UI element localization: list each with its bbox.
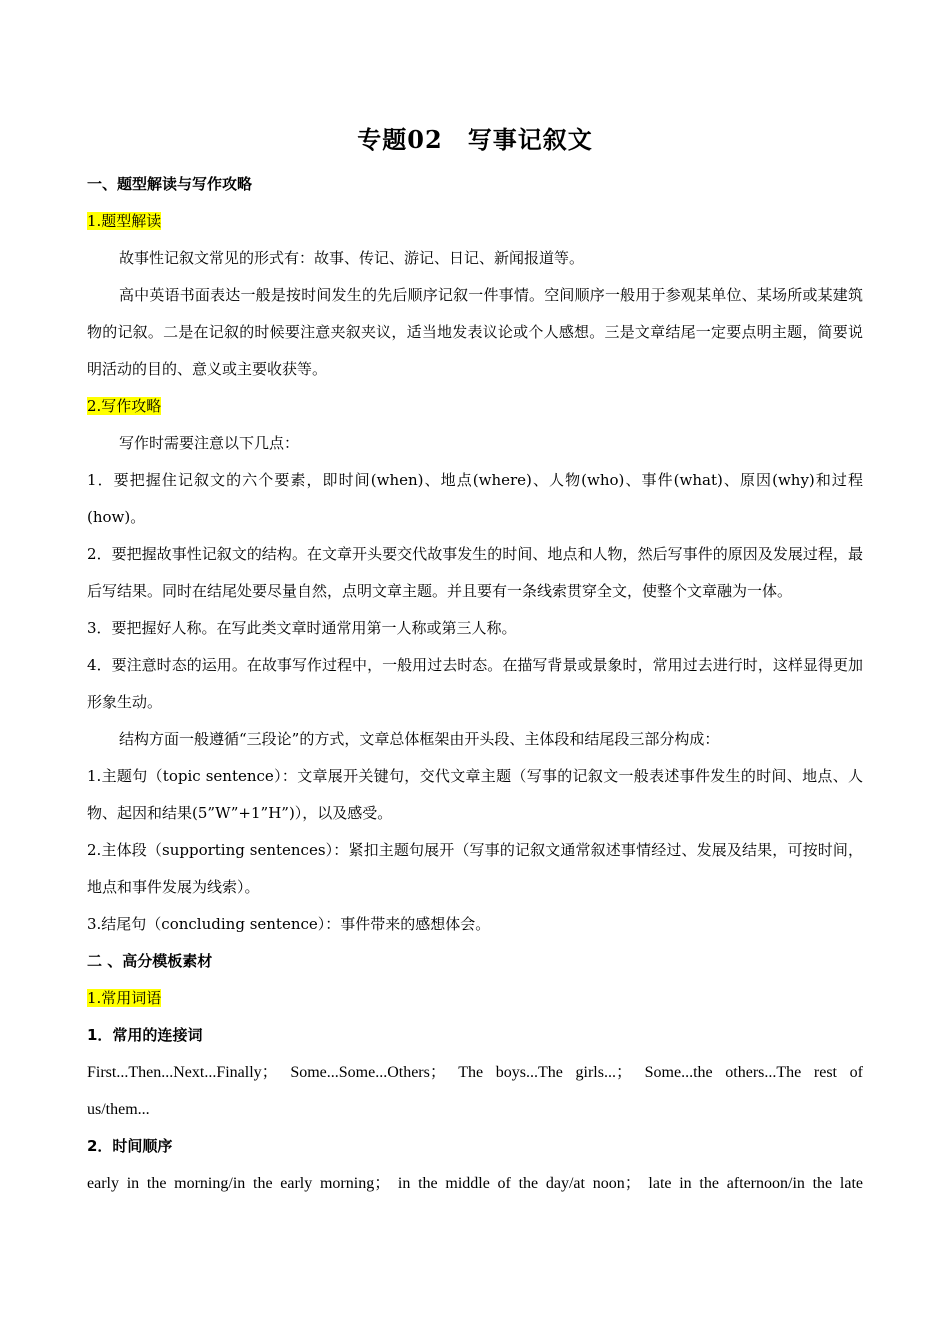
document-title: 专题02 写事记叙文 bbox=[357, 125, 593, 154]
point-3: 3．要把握好人称。在写此类文章时通常用第一人称或第三人称。 bbox=[87, 619, 517, 637]
section-heading-1: 一、题型解读与写作攻略 bbox=[87, 175, 253, 193]
paragraph-structure-intro: 结构方面一般遵循“三段论”的方式，文章总体框架由开头段、主体段和结尾段三部分构成： bbox=[119, 730, 720, 748]
paragraph-intro: 写作时需要注意以下几点： bbox=[119, 434, 300, 452]
time-order-line-1: early in the morning/in the early morning； in the middle of the day/at noon； late in the afternoon/in the late bbox=[87, 1175, 863, 1192]
point-1: 1．要把握住记叙文的六个要素，即时间(when)、地点(where)、人物(who)、事件(what)、原因(why)和过程(how)。 bbox=[87, 471, 863, 526]
subheading-common-words bbox=[87, 980, 863, 1017]
point-2: 2．要把握故事性记叙文的结构。在文章开头要交代故事发生的时间、地点和人物，然后写事件的原因及发展过程，最后写结果。同时在结尾处要尽量自然，点明文章主题。并且要有一条线索贯穿全文，使整个文章融为一体。 bbox=[87, 545, 863, 600]
highlighted-label: 1.常用词语 bbox=[87, 989, 162, 1007]
section-heading-2: 二 、高分模板素材 bbox=[87, 952, 213, 970]
paragraph-order: 高中英语书面表达一般是按时间发生的先后顺序记叙一件事情。空间顺序一般用于参观某单位、某场所或某建筑物的记叙。二是在记叙的时候要注意夹叙夹议，适当地发表议论或个人感想。三是文章结尾一定要点明主题，简要说明活动的目的、意义或主要收获等。 bbox=[87, 286, 863, 378]
item-heading-time-order: 2．时间顺序 bbox=[87, 1137, 173, 1155]
subheading-writing-strategy bbox=[87, 388, 863, 425]
document-page bbox=[87, 120, 863, 1202]
item-heading-connectors: 1．常用的连接词 bbox=[87, 1026, 203, 1044]
connectors-line-2: us/them... bbox=[87, 1101, 150, 1118]
subheading-question-type bbox=[87, 203, 863, 240]
paragraph-forms: 故事性记叙文常见的形式有：故事、传记、游记、日记、新闻报道等。 bbox=[119, 249, 585, 267]
point-4: 4．要注意时态的运用。在故事写作过程中，一般用过去时态。在描写背景或景象时，常用过去进行时，这样显得更加形象生动。 bbox=[87, 656, 863, 711]
structure-supporting-sentences: 2.主体段（supporting sentences）：紧扣主题句展开（写事的记叙文通常叙述事情经过、发展及结果，可按时间，地点和事件发展为线索）。 bbox=[87, 841, 863, 896]
connectors-line-1: First...Then...Next...Finally； Some...Some...Others； The boys...The girls...； Some...the others...The rest of bbox=[87, 1064, 863, 1081]
structure-topic-sentence: 1.主题句（topic sentence）：文章展开关键句，交代文章主题（写事的记叙文一般表述事件发生的时间、地点、人物、起因和结果(5”W”+1”H”)），以及感受。 bbox=[87, 767, 863, 822]
structure-concluding-sentence: 3.结尾句（concluding sentence）：事件带来的感想体会。 bbox=[87, 915, 491, 933]
highlighted-label: 1.题型解读 bbox=[87, 212, 162, 230]
highlighted-label: 2.写作攻略 bbox=[87, 397, 162, 415]
